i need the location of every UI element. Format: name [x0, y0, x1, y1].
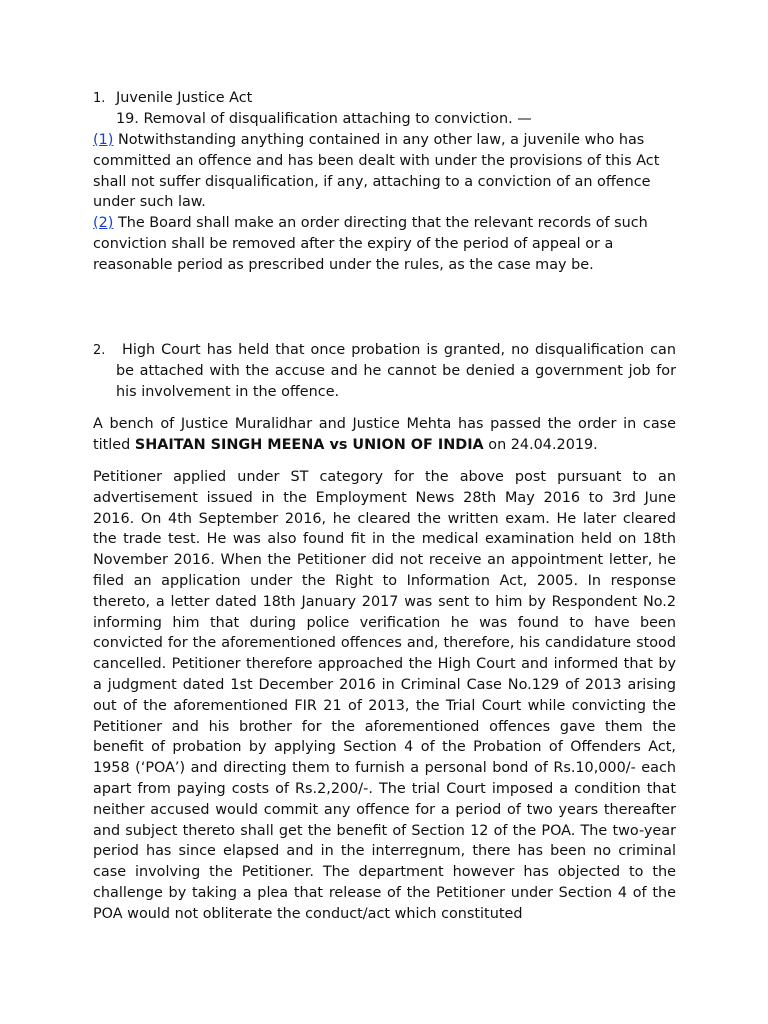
clause-1-link[interactable]: (1)	[93, 132, 114, 148]
clause-1	[93, 130, 678, 213]
bench-text-before: A bench of Justice Muralidhar and Justice Mehta has passed the order in case titled	[93, 416, 676, 453]
list-number-1: 1.	[93, 91, 106, 106]
act-title: Juvenile Justice Act	[116, 90, 253, 106]
case-name: SHAITAN SINGH MEENA vs UNION OF INDIA	[134, 436, 484, 453]
clause-2	[93, 213, 678, 275]
bench-text-after: on 24.04.2019.	[483, 436, 598, 453]
section-2-text	[116, 340, 676, 402]
bench-paragraph	[93, 414, 676, 456]
petition-text: Petitioner applied under ST category for the above post pursuant to an advertisement issued in the Employment News 28th May 2016 to 3rd June 2016. On 4th September 2016, he cleared the written exam. He later cleared the trade test. He was also found fit in the medical examination held on 18th November 2016. When the Petitioner did not receive an appointment letter, he filed an application under the Right to Information Act, 2005. In response thereto, a letter dated 18th January 2017 was sent to him by Respondent No.2 informing him that during police verification he was found to have been convicted for the aforementioned offences and, therefore, his candidature stood cancelled. Petitioner therefore approached the High Court and informed that by a judgment dated 1st December 2016 in Criminal Case No.129 of 2013 arising out of the aforementioned FIR 21 of 2013, the Trial Court while convicting the Petitioner and his brother for the aforementioned offences gave them the benefit of probation by applying Section 4 of the Probation of Offenders Act, 1958 (‘POA’) and directing them to furnish a personal bond of Rs.10,000/- each apart from paying costs of Rs.2,200/-. The trial Court imposed a condition that neither accused would commit any offence for a period of two years thereafter and subject thereto shall get the benefit of Section 12 of the POA. The two-year period has since elapsed and in the interregnum, there has been no criminal case involving the Petitioner. The department however has objected to the challenge by taking a plea that release of the Petitioner under Section 4 of the POA would not obliterate the conduct/act which constituted	[93, 469, 676, 922]
section-heading: 19. Removal of disqualification attaching to conviction. —	[116, 111, 532, 127]
petition-paragraph	[93, 467, 676, 925]
clause-2-link[interactable]: (2)	[93, 215, 114, 231]
section-2-statement: High Court has held that once probation is granted, no disqualification can be attached with the accuse and he cannot be denied a government job for his involvement in the offence.	[116, 342, 676, 400]
clause-2-text: The Board shall make an order directing that the relevant records of such conviction shall be removed after the expiry of the period of appeal or a reasonable period as prescribed under the rules, as the case may be.	[93, 215, 648, 273]
list-number-2: 2.	[93, 343, 106, 358]
clause-1-text: Notwithstanding anything contained in any other law, a juvenile who has committed an offence and has been dealt with under the provisions of this Act shall not suffer disqualification, if any, attaching to a conviction of an offence under such law.	[93, 132, 660, 211]
